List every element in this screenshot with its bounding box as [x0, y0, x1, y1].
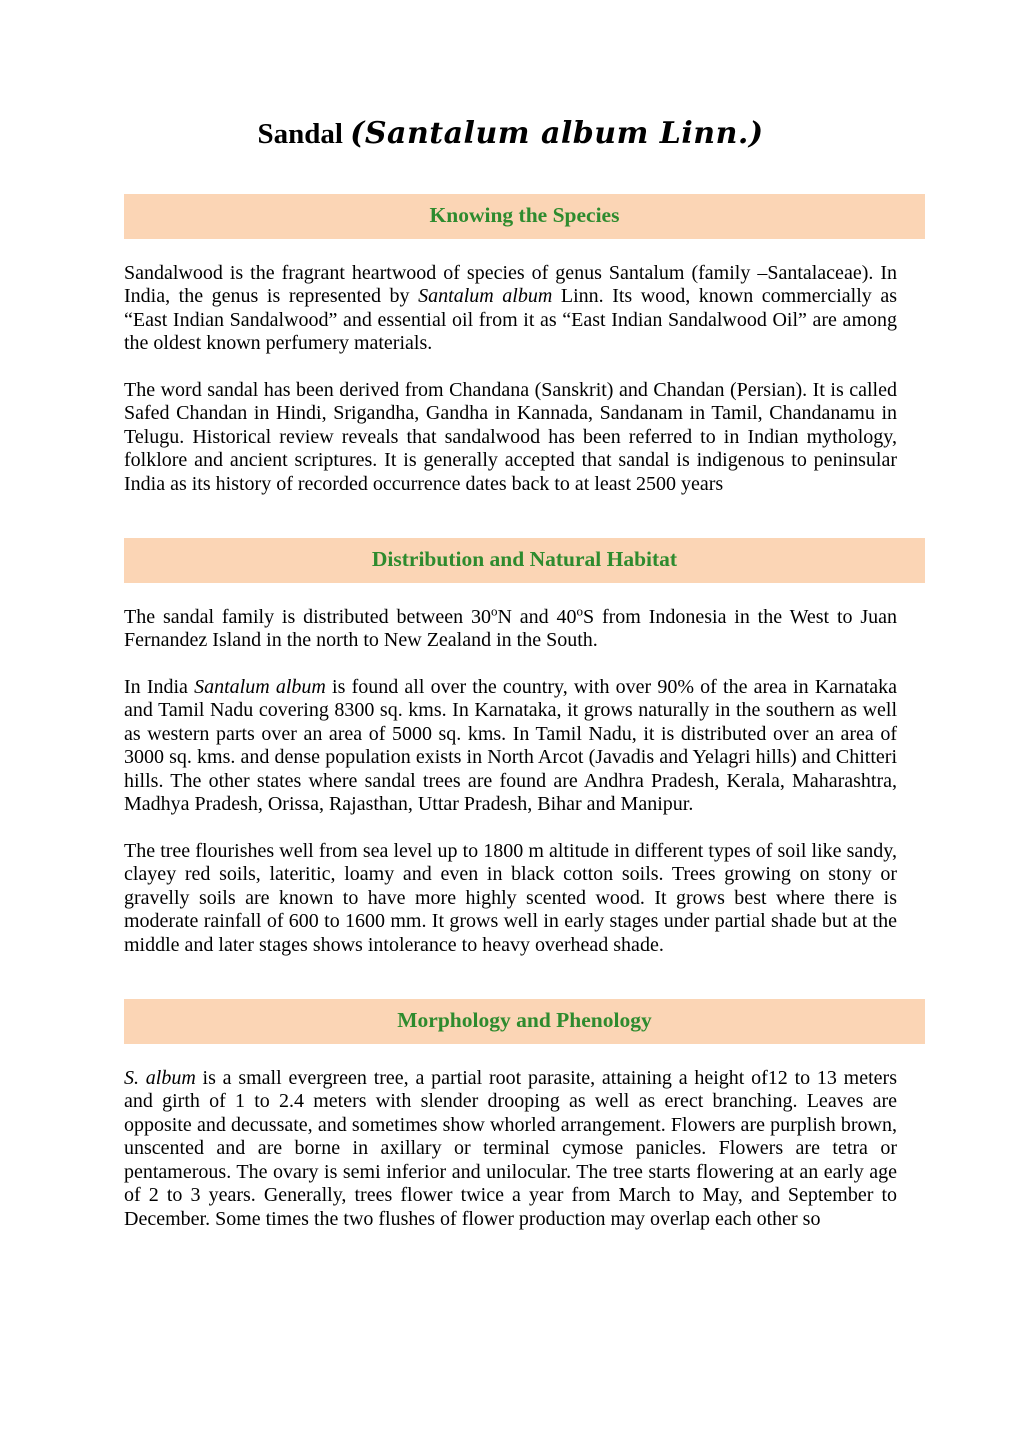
section-heading: Distribution and Natural Habitat: [371, 547, 678, 572]
section-heading-bar: [124, 999, 925, 1044]
section-heading: Morphology and Phenology: [397, 1008, 652, 1033]
section-knowing-the-species: [124, 194, 897, 496]
paragraph: The sandal family is distributed between 30$^o$N and 40$^o$S from Indonesia in the West to Juan Fernandez Island in the north to New Zealand in the South.: [124, 603, 897, 652]
paragraph: The tree flourishes well from sea level up to 1800 m altitude in different types of soil like sandy, clayey red soils, lateritic, loamy and even in black cotton soils. Trees growing on stony or gravelly soils are known to have more highly scented wood. It grows best where there is moderate rainfall of 600 to 1600 mm. It grows well in early stages under partial shade but at the middle and later stages shows intolerance to heavy overhead shade.: [124, 839, 897, 956]
section-morphology-and-phenology: [124, 999, 897, 1231]
paragraph: In India Santalum album is found all over the country, with over 90% of the area in Karnataka and Tamil Nadu covering 8300 sq. kms. In Karnataka, it grows naturally in the southern as well as western parts over an area of 5000 sq. kms. In Tamil Nadu, it is distributed over an area of 3000 sq. kms. and dense population exists in North Arcot (Javadis and Yelagri hills) and Chitteri hills. The other states where sandal trees are found are Andhra Pradesh, Kerala, Maharashtra, Madhya Pradesh, Orissa, Rajasthan, Uttar Pradesh, Bihar and Manipur.: [124, 675, 898, 816]
section-distribution-and-natural-habitat: [124, 538, 897, 957]
paragraph: The word sandal has been derived from Chandana (Sanskrit) and Chandan (Persian). It is called Safed Chandan in Hindi, Srigandha, Gandha in Kannada, Sandanam in Tamil, Chandanamu in Telugu. Historical review reveals that sandalwood has been referred to in Indian mythology, folklore and ancient scriptures. It is generally accepted that sandal is indigenous to peninsular India as its history of recorded occurrence dates back to at least 2500 years: [124, 378, 897, 495]
document-title: [124, 116, 897, 152]
title-main: Sandal: [257, 118, 351, 150]
section-heading: Knowing the Species: [429, 203, 620, 227]
section-heading-bar: [124, 538, 925, 583]
section-heading-bar: [124, 194, 925, 239]
paragraph: Sandalwood is the fragrant heartwood of species of genus Santalum (family –Santalaceae). In India, the genus is represented by Santalum album Linn. Its wood, known commercially as “East Indian Sandalwood” and essential oil from it as “East Indian Sandalwood Oil” are among the oldest known perfumery materials.: [124, 261, 897, 355]
paragraph: S. album is a small evergreen tree, a partial root parasite, attaining a height of12 to 13 meters and girth of 1 to 2.4 meters with slender drooping as well as erect branching. Leaves are opposite and decussate, and sometimes show whorled arrangement. Flowers are purplish brown, unscented and are borne in axillary or terminal cymose panicles. Flowers are tetra or pentamerous. The ovary is semi inferior and unilocular. The tree starts flowering at an early age of 2 to 3 years. Generally, trees flower twice a year from March to May, and September to December. Some times the two flushes of flower production may overlap each other so: [124, 1066, 897, 1230]
title-species-name: (Santalum album Linn.): [350, 116, 764, 151]
